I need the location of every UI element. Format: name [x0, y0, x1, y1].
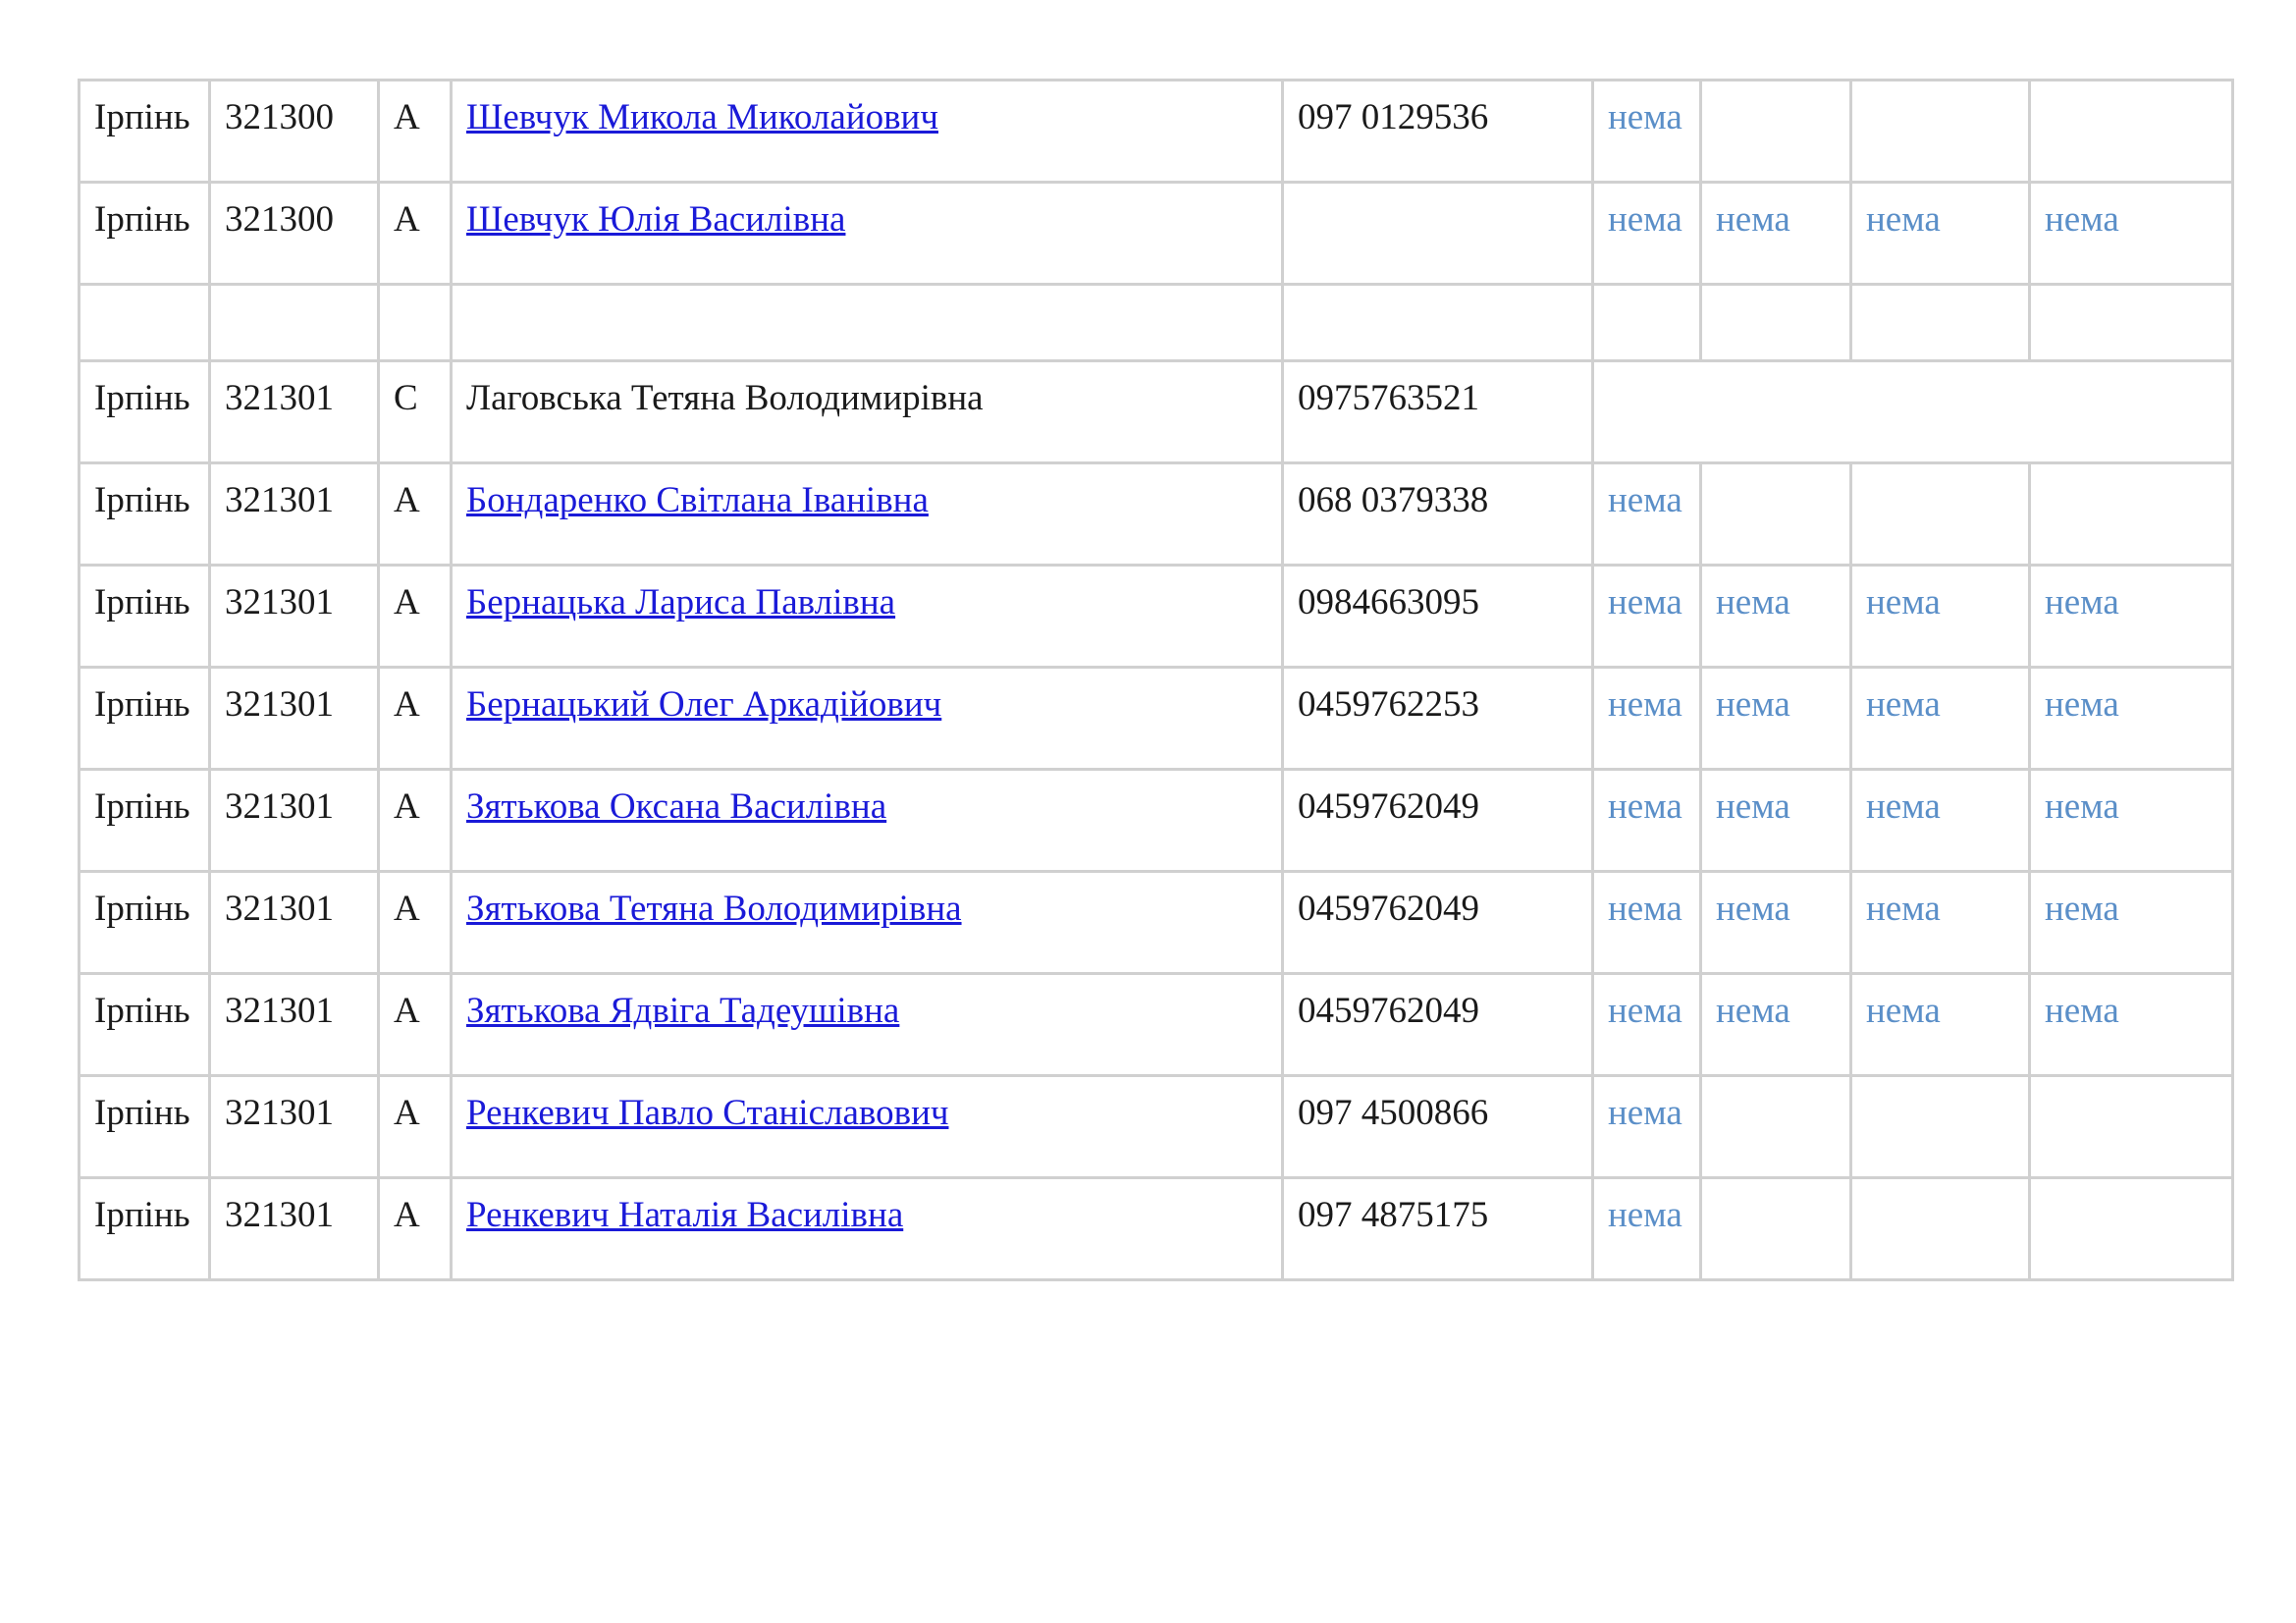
code-cell: [210, 668, 379, 770]
city-cell-text: Ірпінь: [94, 889, 190, 929]
status-cell-4-text: нема: [2045, 991, 2119, 1031]
category-cell: [379, 974, 452, 1076]
category-cell: [379, 463, 452, 566]
empty-cell: [452, 285, 1283, 361]
status-cell-3: [1851, 1076, 2030, 1178]
code-cell: [210, 770, 379, 872]
status-cell-1: [1593, 1178, 1701, 1280]
status-cell-4: [2030, 1178, 2233, 1280]
status-cell-1: [1593, 770, 1701, 872]
name-cell: [452, 1076, 1283, 1178]
table-row: [80, 1076, 2233, 1178]
table-row: [80, 1178, 2233, 1280]
status-cell-4: [2030, 81, 2233, 183]
person-name-link[interactable]: Зятькова Оксана Василівна: [466, 786, 887, 827]
name-cell: [452, 770, 1283, 872]
city-cell-text: Ірпінь: [94, 378, 190, 418]
status-cell-4-text: нема: [2045, 889, 2119, 929]
code-cell-text: 321301: [225, 378, 334, 418]
status-cell-1: [1593, 183, 1701, 285]
code-cell: [210, 1178, 379, 1280]
person-name-link[interactable]: Шевчук Микола Миколайович: [466, 97, 938, 137]
status-cell-2: [1701, 81, 1851, 183]
status-cell-4: [2030, 668, 2233, 770]
city-cell: [80, 361, 210, 463]
status-cell-2: [1701, 668, 1851, 770]
status-cell-3: [1851, 1178, 2030, 1280]
empty-cell: [2030, 285, 2233, 361]
category-cell-text: А: [394, 1195, 420, 1235]
table-row: [80, 974, 2233, 1076]
table-row: [80, 566, 2233, 668]
phone-cell: [1283, 566, 1593, 668]
status-cell-2: [1701, 566, 1851, 668]
status-cell-3: [1851, 566, 2030, 668]
city-cell-text: Ірпінь: [94, 97, 190, 137]
phone-cell-text: 0459762049: [1298, 786, 1479, 827]
city-cell-text: Ірпінь: [94, 480, 190, 520]
status-cell-3-text: нема: [1866, 786, 1941, 827]
person-name-link[interactable]: Шевчук Юлія Василівна: [466, 199, 846, 240]
category-cell-text: А: [394, 97, 420, 137]
voter-table: [78, 79, 2234, 1281]
status-cell-4: [2030, 974, 2233, 1076]
status-cell-1: [1593, 463, 1701, 566]
status-cell-4: [2030, 463, 2233, 566]
status-cell-1-text: нема: [1608, 684, 1682, 725]
category-cell: [379, 872, 452, 974]
phone-cell: [1283, 770, 1593, 872]
phone-cell-text: 068 0379338: [1298, 480, 1489, 520]
table-row: [80, 463, 2233, 566]
code-cell-text: 321301: [225, 1093, 334, 1133]
status-cell-4-text: нема: [2045, 582, 2119, 622]
phone-cell-text: 0459762049: [1298, 889, 1479, 929]
merged-status-cell: [1593, 361, 2233, 463]
status-cell-2-text: нема: [1716, 786, 1790, 827]
phone-cell: [1283, 974, 1593, 1076]
status-cell-4: [2030, 183, 2233, 285]
phone-cell-text: 0975763521: [1298, 378, 1479, 418]
status-cell-1: [1593, 668, 1701, 770]
status-cell-1-text: нема: [1608, 480, 1682, 520]
status-cell-3: [1851, 974, 2030, 1076]
category-cell: [379, 1178, 452, 1280]
code-cell-text: 321301: [225, 889, 334, 929]
empty-cell: [1851, 285, 2030, 361]
person-name-link[interactable]: Бернацький Олег Аркадійович: [466, 684, 942, 725]
category-cell: [379, 566, 452, 668]
status-cell-1: [1593, 81, 1701, 183]
status-cell-4-text: нема: [2045, 786, 2119, 827]
city-cell: [80, 1076, 210, 1178]
status-cell-2-text: нема: [1716, 991, 1790, 1031]
status-cell-2: [1701, 1076, 1851, 1178]
status-cell-1-text: нема: [1608, 991, 1682, 1031]
code-cell-text: 321301: [225, 684, 334, 725]
phone-cell-text: 0459762049: [1298, 991, 1479, 1031]
code-cell: [210, 974, 379, 1076]
empty-cell: [379, 285, 452, 361]
status-cell-1: [1593, 566, 1701, 668]
status-cell-1-text: нема: [1608, 97, 1682, 137]
category-cell-text: А: [394, 684, 420, 725]
table-row: [80, 81, 2233, 183]
name-cell: [452, 566, 1283, 668]
empty-cell: [210, 285, 379, 361]
city-cell: [80, 183, 210, 285]
phone-cell: [1283, 183, 1593, 285]
status-cell-3-text: нема: [1866, 991, 1941, 1031]
city-cell-text: Ірпінь: [94, 991, 190, 1031]
name-cell: [452, 1178, 1283, 1280]
status-cell-3-text: нема: [1866, 889, 1941, 929]
phone-cell-text: 097 0129536: [1298, 97, 1489, 137]
city-cell: [80, 668, 210, 770]
status-cell-3-text: нема: [1866, 199, 1941, 240]
status-cell-2: [1701, 1178, 1851, 1280]
status-cell-4-text: нема: [2045, 199, 2119, 240]
status-cell-4: [2030, 566, 2233, 668]
status-cell-4: [2030, 1076, 2233, 1178]
status-cell-2: [1701, 770, 1851, 872]
category-cell-text: А: [394, 582, 420, 622]
empty-cell: [80, 285, 210, 361]
status-cell-2: [1701, 183, 1851, 285]
category-cell-text: А: [394, 991, 420, 1031]
phone-cell-text: 097 4875175: [1298, 1195, 1489, 1235]
category-cell: [379, 81, 452, 183]
status-cell-2-text: нема: [1716, 199, 1790, 240]
category-cell: [379, 361, 452, 463]
status-cell-1-text: нема: [1608, 786, 1682, 827]
person-name-link[interactable]: Зятькова Ядвіга Тадеушівна: [466, 991, 900, 1031]
person-name-link[interactable]: Бондаренко Світлана Іванівна: [466, 480, 929, 520]
city-cell-text: Ірпінь: [94, 199, 190, 240]
person-name-link[interactable]: Бернацька Лариса Павлівна: [466, 582, 896, 622]
code-cell-text: 321301: [225, 786, 334, 827]
status-cell-1-text: нема: [1608, 1195, 1682, 1235]
name-cell: [452, 463, 1283, 566]
phone-cell: [1283, 463, 1593, 566]
status-cell-4: [2030, 770, 2233, 872]
city-cell-text: Ірпінь: [94, 1195, 190, 1235]
status-cell-3: [1851, 668, 2030, 770]
code-cell: [210, 361, 379, 463]
name-cell: [452, 668, 1283, 770]
status-cell-1-text: нема: [1608, 889, 1682, 929]
code-cell-text: 321300: [225, 97, 334, 137]
status-cell-3: [1851, 81, 2030, 183]
status-cell-1-text: нема: [1608, 1093, 1682, 1133]
city-cell: [80, 1178, 210, 1280]
phone-cell-text: 097 4500866: [1298, 1093, 1489, 1133]
city-cell-text: Ірпінь: [94, 1093, 190, 1133]
category-cell: [379, 183, 452, 285]
empty-cell: [1593, 285, 1701, 361]
status-cell-3-text: нема: [1866, 582, 1941, 622]
category-cell-text: А: [394, 889, 420, 929]
code-cell-text: 321301: [225, 480, 334, 520]
status-cell-2: [1701, 463, 1851, 566]
category-cell: [379, 668, 452, 770]
name-cell: [452, 81, 1283, 183]
category-cell: [379, 770, 452, 872]
code-cell: [210, 872, 379, 974]
table-row: [80, 361, 2233, 463]
status-cell-2: [1701, 872, 1851, 974]
table-row: [80, 668, 2233, 770]
status-cell-2-text: нема: [1716, 582, 1790, 622]
code-cell: [210, 183, 379, 285]
phone-cell: [1283, 1076, 1593, 1178]
status-cell-3: [1851, 872, 2030, 974]
city-cell: [80, 81, 210, 183]
empty-row: [80, 285, 2233, 361]
status-cell-3-text: нема: [1866, 684, 1941, 725]
status-cell-3: [1851, 463, 2030, 566]
empty-cell: [1283, 285, 1593, 361]
status-cell-2-text: нема: [1716, 684, 1790, 725]
city-cell: [80, 770, 210, 872]
phone-cell-text: 0459762253: [1298, 684, 1479, 725]
person-name-link[interactable]: Зятькова Тетяна Володимирівна: [466, 889, 962, 929]
person-name-link[interactable]: Ренкевич Павло Станіславович: [466, 1093, 949, 1133]
code-cell: [210, 463, 379, 566]
name-cell: [452, 361, 1283, 463]
phone-cell: [1283, 1178, 1593, 1280]
code-cell: [210, 566, 379, 668]
table-row: [80, 183, 2233, 285]
status-cell-3: [1851, 183, 2030, 285]
status-cell-2: [1701, 974, 1851, 1076]
person-name-link[interactable]: Ренкевич Наталія Василівна: [466, 1195, 904, 1235]
code-cell: [210, 81, 379, 183]
status-cell-4-text: нема: [2045, 684, 2119, 725]
phone-cell-text: 0984663095: [1298, 582, 1479, 622]
status-cell-4: [2030, 872, 2233, 974]
code-cell-text: 321300: [225, 199, 334, 240]
name-cell: [452, 974, 1283, 1076]
empty-cell: [1701, 285, 1851, 361]
table-body: [80, 81, 2233, 1280]
status-cell-1-text: нема: [1608, 582, 1682, 622]
table-row: [80, 770, 2233, 872]
name-cell: [452, 183, 1283, 285]
person-name: Лаговська Тетяна Володимирівна: [466, 378, 984, 418]
category-cell-text: А: [394, 1093, 420, 1133]
category-cell-text: А: [394, 199, 420, 240]
phone-cell: [1283, 872, 1593, 974]
status-cell-1: [1593, 974, 1701, 1076]
code-cell-text: 321301: [225, 582, 334, 622]
phone-cell: [1283, 361, 1593, 463]
city-cell: [80, 566, 210, 668]
category-cell-text: С: [394, 378, 418, 418]
code-cell-text: 321301: [225, 1195, 334, 1235]
code-cell: [210, 1076, 379, 1178]
phone-cell: [1283, 81, 1593, 183]
city-cell: [80, 463, 210, 566]
status-cell-1: [1593, 872, 1701, 974]
city-cell: [80, 974, 210, 1076]
city-cell: [80, 872, 210, 974]
status-cell-2-text: нема: [1716, 889, 1790, 929]
code-cell-text: 321301: [225, 991, 334, 1031]
category-cell: [379, 1076, 452, 1178]
name-cell: [452, 872, 1283, 974]
city-cell-text: Ірпінь: [94, 684, 190, 725]
status-cell-1: [1593, 1076, 1701, 1178]
category-cell-text: А: [394, 786, 420, 827]
city-cell-text: Ірпінь: [94, 582, 190, 622]
status-cell-3: [1851, 770, 2030, 872]
status-cell-1-text: нема: [1608, 199, 1682, 240]
table-row: [80, 872, 2233, 974]
city-cell-text: Ірпінь: [94, 786, 190, 827]
category-cell-text: А: [394, 480, 420, 520]
phone-cell: [1283, 668, 1593, 770]
